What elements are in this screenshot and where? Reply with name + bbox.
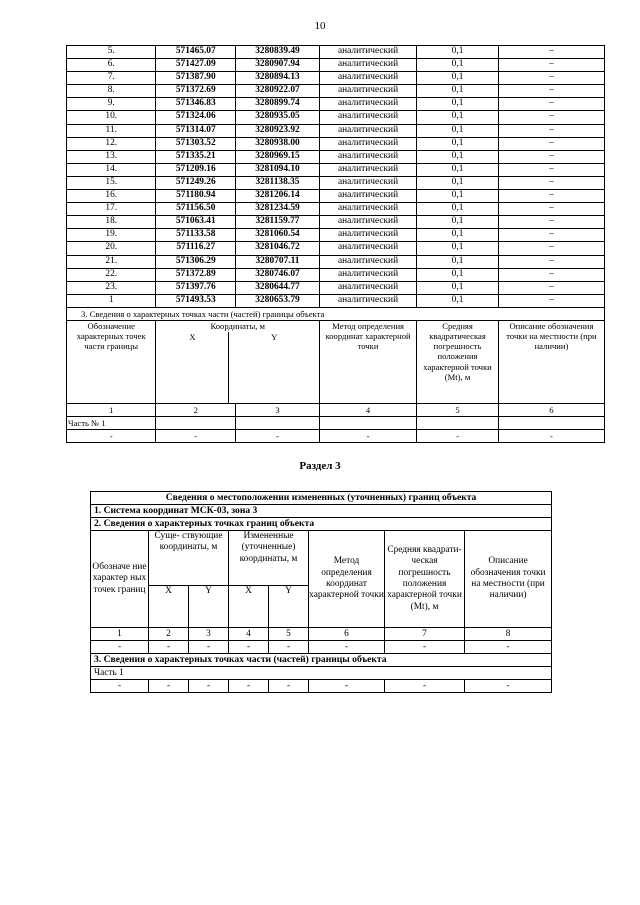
cell: 1	[67, 294, 156, 307]
col-num: 3	[236, 403, 320, 416]
cell: 3280653.79	[236, 294, 320, 307]
cell: –	[498, 203, 604, 216]
col-num: 1	[67, 403, 156, 416]
header-coordinates	[156, 320, 319, 403]
cell: 571180.94	[156, 190, 236, 203]
cell: –	[498, 294, 604, 307]
cell: 571133.58	[156, 229, 236, 242]
point-row	[67, 111, 605, 124]
cell: –	[498, 59, 604, 72]
cell: 571427.09	[156, 59, 236, 72]
cell: 14.	[67, 163, 156, 176]
point-row	[67, 255, 605, 268]
cell: -	[269, 680, 309, 693]
header-y: Y	[271, 331, 278, 342]
header-method: Метод определения координат характерной точки	[319, 320, 416, 403]
cell: -	[91, 680, 149, 693]
col-num: 7	[385, 628, 465, 641]
cell: 0,1	[417, 163, 499, 176]
point-row	[67, 85, 605, 98]
header-accuracy: Средняя квадратическая погрешность положения характерной точки (Mt), м	[417, 320, 499, 403]
point-row	[67, 229, 605, 242]
part-label: Часть № 1	[67, 416, 156, 429]
cell: -	[156, 429, 236, 442]
cell: 11.	[67, 124, 156, 137]
cell: –	[498, 163, 604, 176]
cell: -	[309, 680, 385, 693]
point-row	[67, 281, 605, 294]
cell: 571493.53	[156, 294, 236, 307]
col-num: 6	[498, 403, 604, 416]
cell: –	[498, 150, 604, 163]
cell: -	[149, 641, 189, 654]
cell: 571372.89	[156, 268, 236, 281]
cell: –	[498, 216, 604, 229]
cell: 3281138.35	[236, 176, 320, 189]
column-numbers-row	[91, 628, 552, 641]
cell: 571346.83	[156, 98, 236, 111]
cell: 0,1	[417, 229, 499, 242]
cell: -	[67, 429, 156, 442]
point-row	[67, 150, 605, 163]
header-y1: Y	[189, 586, 229, 628]
cell: -	[189, 680, 229, 693]
cell: 3280746.07	[236, 268, 320, 281]
col-num: 6	[309, 628, 385, 641]
cell: -	[189, 641, 229, 654]
header-description: Описание обозначения точки на местности (при наличии)	[498, 320, 604, 403]
cell: 3280969.15	[236, 150, 320, 163]
cell: 7.	[67, 72, 156, 85]
section-heading: Раздел 3	[299, 460, 341, 472]
cell: аналитический	[319, 216, 416, 229]
cell: аналитический	[319, 85, 416, 98]
cell: 0,1	[417, 111, 499, 124]
cell: аналитический	[319, 176, 416, 189]
cell: аналитический	[319, 281, 416, 294]
cell: 571156.50	[156, 203, 236, 216]
cell: 3280922.07	[236, 85, 320, 98]
cell: 571335.21	[156, 150, 236, 163]
cell: -	[319, 429, 416, 442]
cell: 571372.69	[156, 85, 236, 98]
cell: 3280839.49	[236, 46, 320, 59]
cell: 0,1	[417, 98, 499, 111]
cell: 21.	[67, 255, 156, 268]
page-number: 10	[314, 20, 326, 32]
cell: 3280907.94	[236, 59, 320, 72]
cell: 3281094.10	[236, 163, 320, 176]
cell: 3281234.59	[236, 203, 320, 216]
cell: –	[498, 72, 604, 85]
cell: 3281206.14	[236, 190, 320, 203]
boundary-points-table	[66, 45, 605, 443]
cell: 15.	[67, 176, 156, 189]
cell: 3280938.00	[236, 137, 320, 150]
cell: –	[498, 137, 604, 150]
cell: 3281159.77	[236, 216, 320, 229]
cell: 17.	[67, 203, 156, 216]
cell: 571249.26	[156, 176, 236, 189]
cell: 571324.06	[156, 111, 236, 124]
cell: –	[498, 268, 604, 281]
cell: 16.	[67, 190, 156, 203]
cell: –	[498, 111, 604, 124]
cell: –	[498, 255, 604, 268]
cell: 0,1	[417, 203, 499, 216]
cell: аналитический	[319, 268, 416, 281]
cell: 5.	[67, 46, 156, 59]
header-x: X	[156, 332, 229, 403]
cell: аналитический	[319, 137, 416, 150]
cell: –	[498, 176, 604, 189]
cell: 12.	[67, 137, 156, 150]
cell: 0,1	[417, 46, 499, 59]
column-numbers-row	[67, 403, 605, 416]
cell: 13.	[67, 150, 156, 163]
point-row	[67, 190, 605, 203]
cell: аналитический	[319, 150, 416, 163]
cell: 3280644.77	[236, 281, 320, 294]
cell: 3281046.72	[236, 242, 320, 255]
point-row	[67, 163, 605, 176]
col-num: 2	[156, 403, 236, 416]
point-row	[67, 124, 605, 137]
col-num: 8	[465, 628, 552, 641]
cell: 3281060.54	[236, 229, 320, 242]
col-num: 5	[417, 403, 499, 416]
cell: 571303.52	[156, 137, 236, 150]
cell: 0,1	[417, 72, 499, 85]
cell: 8.	[67, 85, 156, 98]
col-num: 2	[149, 628, 189, 641]
header-changed: Измененные (уточненные) координаты, м	[229, 531, 309, 586]
cell: аналитический	[319, 242, 416, 255]
point-row	[67, 72, 605, 85]
point-row	[67, 242, 605, 255]
cell: аналитический	[319, 59, 416, 72]
points-title: 2. Сведения о характерных точках границ объекта	[91, 518, 552, 531]
empty-row	[91, 641, 552, 654]
cell: -	[385, 680, 465, 693]
point-row	[67, 294, 605, 307]
cell: 3280923.92	[236, 124, 320, 137]
cell: аналитический	[319, 255, 416, 268]
point-row	[67, 59, 605, 72]
header-existing: Суще- ствующие координаты, м	[149, 531, 229, 586]
cell: -	[417, 429, 499, 442]
cell: –	[498, 242, 604, 255]
changed-boundaries-table	[90, 491, 552, 693]
cell: 6.	[67, 59, 156, 72]
cell: аналитический	[319, 98, 416, 111]
cell: аналитический	[319, 72, 416, 85]
cell: 571063.41	[156, 216, 236, 229]
header-designation: Обозначение характерных точек части границы	[67, 320, 156, 403]
cell: -	[229, 641, 269, 654]
empty-row	[91, 680, 552, 693]
cell: –	[498, 229, 604, 242]
point-row	[67, 176, 605, 189]
cell: 571209.16	[156, 163, 236, 176]
cell: 0,1	[417, 176, 499, 189]
cell: 20.	[67, 242, 156, 255]
header-y2: Y	[269, 586, 309, 628]
col-num: 4	[229, 628, 269, 641]
point-row	[67, 268, 605, 281]
cell: аналитический	[319, 46, 416, 59]
cell: 0,1	[417, 216, 499, 229]
cell: 0,1	[417, 255, 499, 268]
cell: 3280894.13	[236, 72, 320, 85]
cell: 10.	[67, 111, 156, 124]
point-row	[67, 216, 605, 229]
cell: 0,1	[417, 242, 499, 255]
cell: -	[385, 641, 465, 654]
cell: 0,1	[417, 59, 499, 72]
cell: 571116.27	[156, 242, 236, 255]
cell: 0,1	[417, 294, 499, 307]
cell: -	[498, 429, 604, 442]
table-title: Сведения о местоположении измененных (уточненных) границ объекта	[91, 492, 552, 505]
cell: 23.	[67, 281, 156, 294]
cell: -	[309, 641, 385, 654]
cell: –	[498, 281, 604, 294]
cell: -	[91, 641, 149, 654]
cell: аналитический	[319, 229, 416, 242]
cell: аналитический	[319, 190, 416, 203]
cell: 0,1	[417, 137, 499, 150]
cell: -	[269, 641, 309, 654]
col-num: 5	[269, 628, 309, 641]
cell: –	[498, 190, 604, 203]
cell: –	[498, 85, 604, 98]
cell: аналитический	[319, 124, 416, 137]
header-description: Описание обозначения точки на местности (при наличии)	[465, 531, 552, 628]
cell: аналитический	[319, 203, 416, 216]
empty-row	[67, 429, 605, 442]
point-row	[67, 46, 605, 59]
parts-title: 3. Сведения о характерных точках части (частей) границы объекта	[91, 654, 552, 667]
header-designation: Обозначе ние характер ных точек границ	[91, 531, 149, 628]
header-accuracy: Средняя квадрати- ческая погрешность положения характерной точки (Mt), м	[385, 531, 465, 628]
points-rows	[67, 46, 605, 308]
cell: 571465.07	[156, 46, 236, 59]
cell: -	[149, 680, 189, 693]
cell: –	[498, 46, 604, 59]
cell: 0,1	[417, 85, 499, 98]
part-label: Часть 1	[91, 667, 552, 680]
cell: 571387.90	[156, 72, 236, 85]
cell: –	[498, 98, 604, 111]
cell: 571314.07	[156, 124, 236, 137]
cell: 9.	[67, 98, 156, 111]
cell: 3280707.11	[236, 255, 320, 268]
cell: 571397.76	[156, 281, 236, 294]
point-row	[67, 98, 605, 111]
point-row	[67, 203, 605, 216]
header-coordinates-label: Координаты, м	[210, 320, 265, 331]
cell: 18.	[67, 216, 156, 229]
cell: аналитический	[319, 111, 416, 124]
cell: аналитический	[319, 163, 416, 176]
cell: 0,1	[417, 150, 499, 163]
cell: –	[498, 124, 604, 137]
cell: 0,1	[417, 124, 499, 137]
point-row	[67, 137, 605, 150]
section3-title: 3. Сведения о характерных точках части (частей) границы объекта	[67, 307, 605, 320]
cell: 571306.29	[156, 255, 236, 268]
cell: -	[465, 641, 552, 654]
cell: 0,1	[417, 268, 499, 281]
col-num: 4	[319, 403, 416, 416]
cell: -	[229, 680, 269, 693]
cell: 0,1	[417, 281, 499, 294]
cell: 3280935.05	[236, 111, 320, 124]
coord-system: 1. Система координат МСК-03, зона 3	[91, 505, 552, 518]
header-method: Метод определения координат характерной точки	[309, 531, 385, 628]
cell: 3280899.74	[236, 98, 320, 111]
cell: -	[465, 680, 552, 693]
cell: 19.	[67, 229, 156, 242]
cell: 22.	[67, 268, 156, 281]
col-num: 3	[189, 628, 229, 641]
cell: аналитический	[319, 294, 416, 307]
cell: -	[236, 429, 320, 442]
header-x2: X	[229, 586, 269, 628]
header-x1: X	[149, 586, 189, 628]
col-num: 1	[91, 628, 149, 641]
cell: 0,1	[417, 190, 499, 203]
